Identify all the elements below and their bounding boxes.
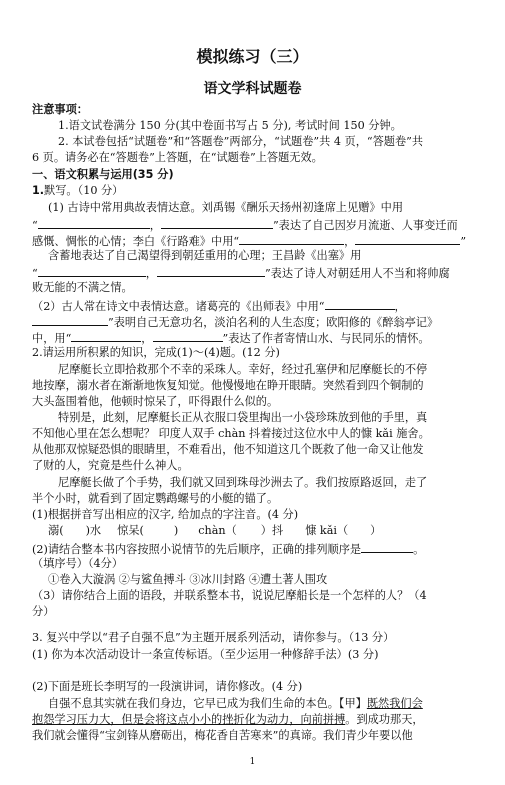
answer-blank[interactable] [38,265,146,277]
period: 。 [413,543,425,556]
page-title: 模拟练习（三） [196,47,309,66]
q1-s2b [32,314,438,330]
item-a-end: )水 [85,524,102,537]
q2-p1b: 地按摩，溺水者在渐渐地恢复知觉。他慢慢地在睁开眼睛。突然看到四个铜制的 [32,379,424,392]
q2-p3b: 半个小时，就看到了固定鹦鹉螺号的小艇的锚了。 [32,492,279,505]
comma: ， [149,219,161,232]
answer-blank[interactable] [32,314,108,326]
q1-s1c-text: 感慨、惆怅的心情；李白《行路难》中用“ [32,235,240,248]
comma: ， [344,235,356,248]
q2-sub2-text: (2)请结合整本书内容按照小说情节的先后顺序，正确的排列顺序是 [32,543,362,556]
q1-s1d: 含蓄地表达了自己渴望得到朝廷重用的心理；王昌龄《出塞》用 [48,249,362,262]
q3-p1c: 我们就会懂得“宝剑锋从磨砺出，梅花香自苦寒来”的真谛。我们青少年要以他 [32,729,413,742]
answer-blank[interactable] [361,541,413,553]
q2-p1a: 尼摩艇长立即拾救那个不幸的采珠人。幸好，经过孔塞伊和尼摩艇长的不停 [58,363,428,376]
q1-s2c-text: 中，用“ [32,332,72,345]
q2-p2a: 特别是，此刻，尼摩艇长正从衣服口袋里掏出一小袋珍珠放到他的手里，真 [58,411,428,424]
notice-heading: 注意事项： [32,103,88,116]
item-c: chàn（ [198,524,237,537]
answer-blank[interactable] [157,265,265,277]
q1-s2a [32,298,406,314]
q1-s2b-text: ”表明自己无意功名，淡泊名利的人生态度；欧阳修的《醉翁亭记》 [108,316,439,329]
comma: ， [141,332,153,345]
answer-blank[interactable] [355,233,460,245]
q1-s1f: 败无能的不满之情。 [32,281,133,294]
q2-sub1-items [48,524,381,538]
notice-item-2b: 6 页。请务必在“答题卷”上答题，在“试题卷”上答题无效。 [32,151,323,164]
q1-s1a: (1) 古诗中常用典故表情达意。刘禹锡《酬乐天扬州初逢席上见赠》中用 [48,201,404,214]
q1-s1e [32,265,450,281]
q1-number: 1. [32,184,45,197]
q1-heading [32,184,123,198]
q1-heading-text: 默写。（10 分） [44,184,124,197]
quote-close: ” [460,235,467,248]
item-c-end: ）抖 [260,524,284,537]
answer-blank[interactable] [161,217,273,229]
q1-s2a-text: （2）古人常在诗文中表情达意。诸葛亮的《出师表》中用“ [32,300,325,313]
answer-blank[interactable] [71,330,141,342]
q2-p2b: 不知他心里在怎么想呢？ 印度人双手 chàn 抖着接过这位水中人的慷 kǎi 施舍。 [32,427,430,440]
q1-s2c [32,330,430,346]
q2-sub2-options: ①卷入大漩涡 ②与鲨鱼搏斗 ③冰川封路 ④遭土著人围攻 [48,573,328,586]
page-subtitle: 语文学科试题卷 [203,81,302,97]
q2-p3a: 尼摩艇长做了个手势，我们就又回到珠母沙洲去了。我们按原路返回，走了 [58,476,428,489]
item-b-end: ) [173,524,179,537]
q1-s1b [32,217,458,233]
q2-sub2a [32,541,424,557]
underlined-sentence: 抱怨学习压力大，但是会将这点小小的挫折化为动力，向前拼搏 [32,713,346,726]
q3-sub2: (2)下面是班长李明写的一段演讲词，请你修改。(4 分) [32,680,303,693]
section-1-heading: 一、语文积累与运用(35 分) [32,168,174,181]
notice-item-2a: 2. 本试卷包括“试题卷”和“答题卷”两部分，“试题卷”共 4 页，“答题卷”共 [58,135,424,148]
item-d-end: ） [370,524,382,537]
quote-open: “ [32,219,38,232]
comma: ， [145,267,157,280]
answer-blank[interactable] [153,330,223,342]
answer-blank[interactable] [239,233,344,245]
q2-sub3b: 分） [32,605,55,618]
comma: ， [394,300,406,313]
page-number: 1 [249,757,256,767]
q3-sub1: (1) 你为本次活动设计一条宣传标语。（至少运用一种修辞手法）(3 分) [32,648,379,661]
q2-p2c: 从他那双惊疑恐惧的眼睛里，不难看出，他不知道这几个既救了他一命又让他发 [32,443,424,456]
item-d: 慷 kǎi（ [305,524,349,537]
q2-sub2b: （填序号）（4分） [32,557,124,570]
q1-s1b-text: ”表达了自己因岁月流逝、人事变迁而 [272,219,458,232]
answer-blank[interactable] [38,217,150,229]
q2-heading: 2.请运用所积累的知识，完成(1)～(4)题。(12 分) [32,346,280,359]
underlined-sentence: 既然我们会 [366,697,423,710]
q2-p1c: 大头盔围着他，他顿时惊呆了，吓得跟什么似的。 [32,395,279,408]
q3-p1a [48,697,423,711]
q2-p2d: 了财的人，究竟是些什么神人。 [32,459,189,472]
q2-sub3a: （3）请你结合上面的语段，并联系整本书，说说尼摩船长是一个怎样的人？（4 [32,589,427,602]
q2-sub1: (1)根据拼音写出相应的汉字, 给加点的字注音。(4 分) [32,508,299,521]
quote-open: “ [32,267,38,280]
item-a: 溺( [48,524,64,537]
q3-p1a-text: 自强不息其实就在我们身边，它早已成为我们生命的本色。【甲】 [48,697,367,710]
q3-heading: 3. 复兴中学以“君子自强不息”为主题开展系列活动，请你参与。（13 分） [32,631,395,644]
q1-s2c-text2: ”表达了作者寄情山水、与民同乐的情怀。 [222,332,430,345]
item-b: 惊呆( [117,524,144,537]
q3-p1b [32,713,424,727]
notice-item-1: 1.语文试卷满分 150 分(其中卷面书写占 5 分), 考试时间 150 分钟。 [58,119,402,132]
q1-s1c [32,233,466,249]
q1-s1e-text: ”表达了诗人对朝廷用人不当和将帅腐 [264,267,450,280]
q3-p1b-text: 。到成功那天， [345,713,424,726]
answer-blank[interactable] [325,298,395,310]
